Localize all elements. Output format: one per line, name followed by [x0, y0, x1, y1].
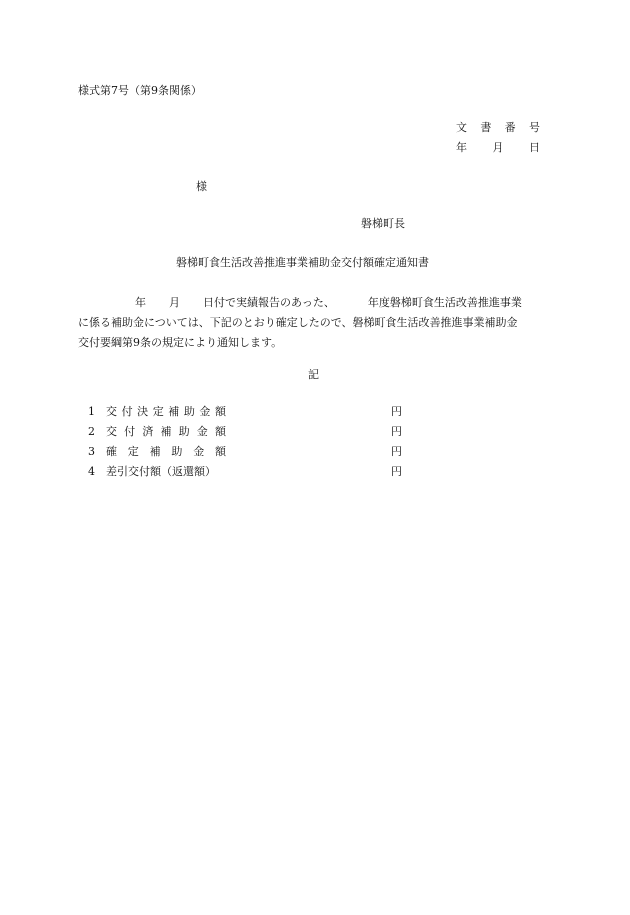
body-year-label: 年: [135, 296, 146, 309]
item-label-char: 補: [149, 445, 161, 458]
item-label: [106, 425, 226, 439]
docnum-char: 文: [456, 121, 467, 134]
item-label: [106, 445, 226, 459]
date-day-label: 日: [529, 141, 540, 154]
body-line1-tail: 年度磐梯町食生活改善推進事業: [367, 296, 522, 309]
item-label-char: 助: [178, 425, 190, 438]
document-title: 磐梯町食生活改善推進事業補助金交付額確定通知書: [176, 256, 429, 269]
item-label: [106, 405, 226, 419]
addressee-suffix: 様: [196, 180, 207, 193]
item-label-char: 済: [142, 425, 154, 438]
item-label-char: 助: [183, 405, 195, 418]
item-label-char: 額: [214, 425, 226, 438]
item-label-char: 交: [106, 425, 117, 438]
item-label-char: 金: [199, 405, 211, 418]
item-label-char: 助: [171, 445, 183, 458]
item-label-char: 額: [214, 405, 226, 418]
date-year-label: 年: [456, 141, 467, 154]
item-label-char: 金: [196, 425, 208, 438]
item-number: 4: [88, 465, 95, 478]
document-number-block: [456, 121, 540, 161]
body-paragraph: [78, 293, 554, 353]
item-unit: 円: [391, 465, 402, 478]
item-number: 2: [88, 425, 95, 438]
item-unit: 円: [391, 405, 402, 418]
item-label-char: 交: [106, 405, 117, 418]
item-number: 3: [88, 445, 95, 458]
docnum-char: 番: [504, 121, 516, 134]
item-label: 差引交付額（返還額）: [106, 465, 216, 478]
item-number: 1: [88, 405, 95, 418]
item-label-char: 額: [214, 445, 226, 458]
item-label-char: 金: [193, 445, 205, 458]
body-line-1: [78, 293, 554, 313]
item-label-char: 付: [124, 425, 136, 438]
body-line-2: に係る補助金については、下記のとおり確定したので、磐梯町食生活改善推進事業補助金: [78, 316, 518, 329]
item-label-char: 補: [168, 405, 180, 418]
document-date: [456, 141, 540, 161]
body-day-text: 日付で実績報告のあった、: [203, 296, 335, 309]
item-label-char: 定: [127, 445, 139, 458]
date-month-label: 月: [492, 141, 504, 154]
form-number: 様式第7号（第9条関係）: [78, 84, 202, 97]
item-unit: 円: [391, 445, 402, 458]
item-label-char: 確: [106, 445, 117, 458]
item-label-char: 付: [121, 405, 133, 418]
item-label-char: 決: [137, 405, 149, 418]
ki-heading: 記: [308, 368, 319, 381]
document-number-label: [456, 121, 540, 141]
body-line-3: 交付要綱第9条の規定により通知します。: [78, 336, 283, 349]
body-month-label: 月: [169, 296, 180, 309]
docnum-char: 書: [480, 121, 492, 134]
item-label-char: 補: [160, 425, 172, 438]
item-unit: 円: [391, 425, 402, 438]
issuer-name: 磐梯町長: [361, 217, 405, 230]
item-label-char: 定: [152, 405, 164, 418]
docnum-char: 号: [528, 121, 540, 134]
